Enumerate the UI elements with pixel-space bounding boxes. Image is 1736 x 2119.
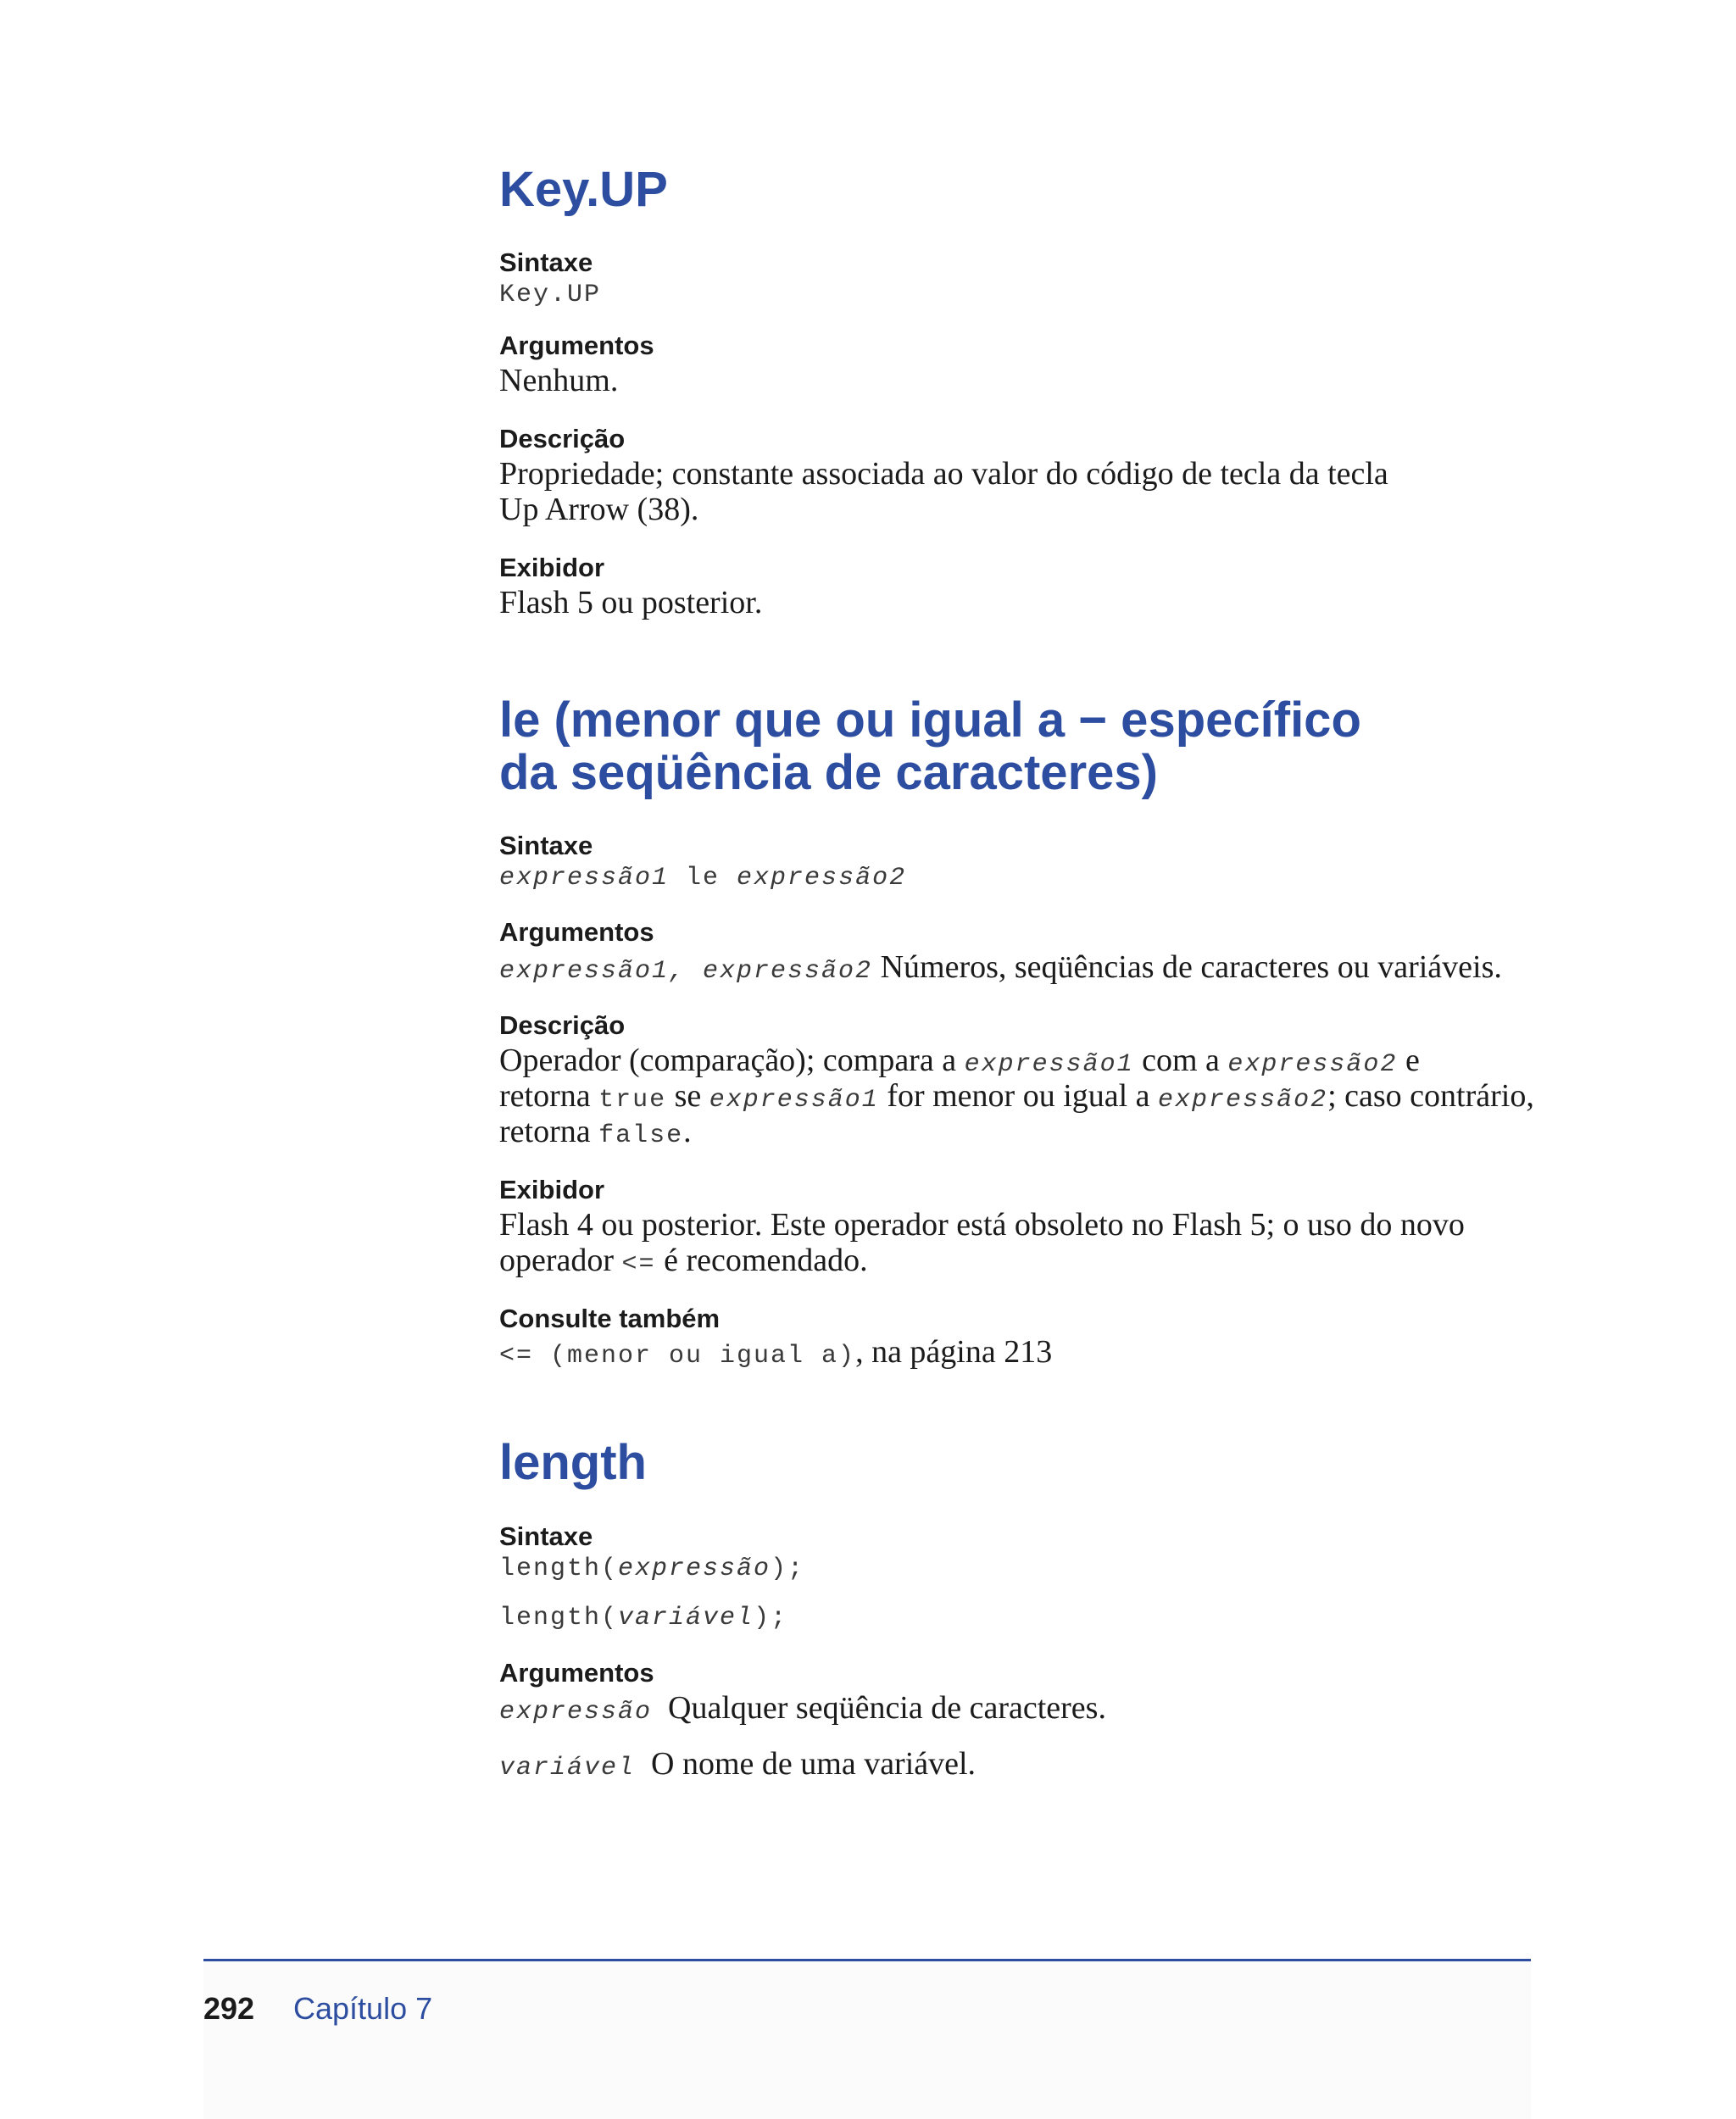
le-d3-t1: retorna <box>499 1114 599 1149</box>
le-d1-t3: e <box>1397 1043 1420 1078</box>
heading-key-up: Key.UP <box>499 162 668 217</box>
length-s2-a: length( <box>499 1604 619 1632</box>
length-arg1-line <box>499 1690 1106 1730</box>
keyup-argumentos-label: Argumentos <box>499 331 654 360</box>
le-sintaxe-code <box>499 860 906 898</box>
le-d2-c2: expressão1 <box>709 1086 879 1115</box>
heading-length: length <box>499 1435 647 1490</box>
length-s1-b: expressão <box>618 1554 771 1583</box>
length-sintaxe-label: Sintaxe <box>499 1521 593 1551</box>
le-d1-t2: com a <box>1133 1043 1228 1078</box>
le-exibidor-line1: Flash 4 ou posterior. Este operador está obsoleto no Flash 5; o uso do novo <box>499 1207 1465 1243</box>
le-arg-code: expressão1, expressão2 <box>499 957 873 986</box>
le-ex-t1: operador <box>499 1243 622 1278</box>
le-d1-c1: expressão1 <box>964 1050 1134 1079</box>
length-s1-c: ); <box>771 1554 805 1583</box>
le-d3-c1: false <box>598 1121 684 1150</box>
le-sintaxe-label: Sintaxe <box>499 831 593 860</box>
le-d1-t1: Operador (comparação); compara a <box>499 1043 965 1078</box>
length-arg1-code: expressão <box>499 1698 653 1727</box>
keyup-exibidor-text: Flash 5 ou posterior. <box>499 585 763 620</box>
le-ex-t2: é recomendado. <box>655 1243 868 1278</box>
le-argumentos-label: Argumentos <box>499 917 654 947</box>
le-d3-t2: . <box>683 1114 692 1149</box>
le-consulte-label: Consulte também <box>499 1304 721 1333</box>
le-descricao-line3 <box>499 1114 692 1154</box>
keyup-argumentos-text: Nenhum. <box>499 363 619 398</box>
length-argumentos-label: Argumentos <box>499 1658 654 1688</box>
page-number: 292 <box>203 1991 255 2026</box>
le-descricao-line1 <box>499 1043 1420 1082</box>
le-syntax-arg2: expressão2 <box>737 864 907 893</box>
keyup-sintaxe-code <box>499 277 601 315</box>
le-d2-c1: true <box>598 1086 667 1115</box>
footer-shade <box>203 1960 1531 2119</box>
keyup-sintaxe-label: Sintaxe <box>499 247 593 277</box>
length-arg1-text: Qualquer seqüência de caracteres. <box>652 1690 1106 1726</box>
le-d2-c3: expressão2 <box>1158 1086 1328 1115</box>
le-d2-t4: ; caso contrário, <box>1327 1078 1534 1114</box>
le-argumentos-line <box>499 949 1502 989</box>
length-s1-a: length( <box>499 1554 619 1583</box>
le-consulte-link[interactable]: <= (menor ou igual a) <box>499 1342 856 1371</box>
length-sintaxe-line2 <box>499 1600 787 1638</box>
le-d2-t3: for menor ou igual a <box>878 1078 1159 1114</box>
heading-le-line2: da seqüência de caracteres) <box>499 745 1158 800</box>
keyup-descricao-label: Descrição <box>499 424 626 453</box>
chapter-label: Capítulo 7 <box>293 1991 433 2026</box>
le-descricao-line2 <box>499 1078 1534 1118</box>
keyup-exibidor-label: Exibidor <box>499 553 605 582</box>
heading-le-line1: le (menor que ou igual a − específico <box>499 692 1361 748</box>
le-exibidor-line2 <box>499 1243 868 1282</box>
le-d2-t1: retorna <box>499 1078 599 1114</box>
le-consulte-text: , na página 213 <box>855 1334 1053 1370</box>
keyup-descricao-line2: Up Arrow (38). <box>499 492 699 527</box>
le-exibidor-label: Exibidor <box>499 1175 605 1204</box>
length-s2-c: ); <box>754 1604 788 1632</box>
keyup-syntax: Key.UP <box>499 281 602 309</box>
length-arg2-text: O nome de uma variável. <box>635 1746 976 1782</box>
length-sintaxe-line1 <box>499 1551 804 1589</box>
le-d2-t2: se <box>666 1078 709 1114</box>
le-consulte-line <box>499 1334 1052 1374</box>
le-syntax-op: le <box>669 864 737 893</box>
le-d1-c2: expressão2 <box>1227 1050 1398 1079</box>
keyup-descricao-line1: Propriedade; constante associada ao valor do código de tecla da tecla <box>499 456 1388 492</box>
le-descricao-label: Descrição <box>499 1010 626 1040</box>
le-syntax-arg1: expressão1 <box>499 864 670 893</box>
le-arg-text: Números, seqüências de caracteres ou variáveis. <box>872 949 1502 985</box>
length-arg2-line <box>499 1746 976 1786</box>
length-s2-b: variável <box>618 1604 754 1632</box>
le-ex-code: <= <box>621 1250 656 1279</box>
footer-divider <box>203 1959 1531 1961</box>
length-arg2-code: variável <box>499 1754 636 1783</box>
